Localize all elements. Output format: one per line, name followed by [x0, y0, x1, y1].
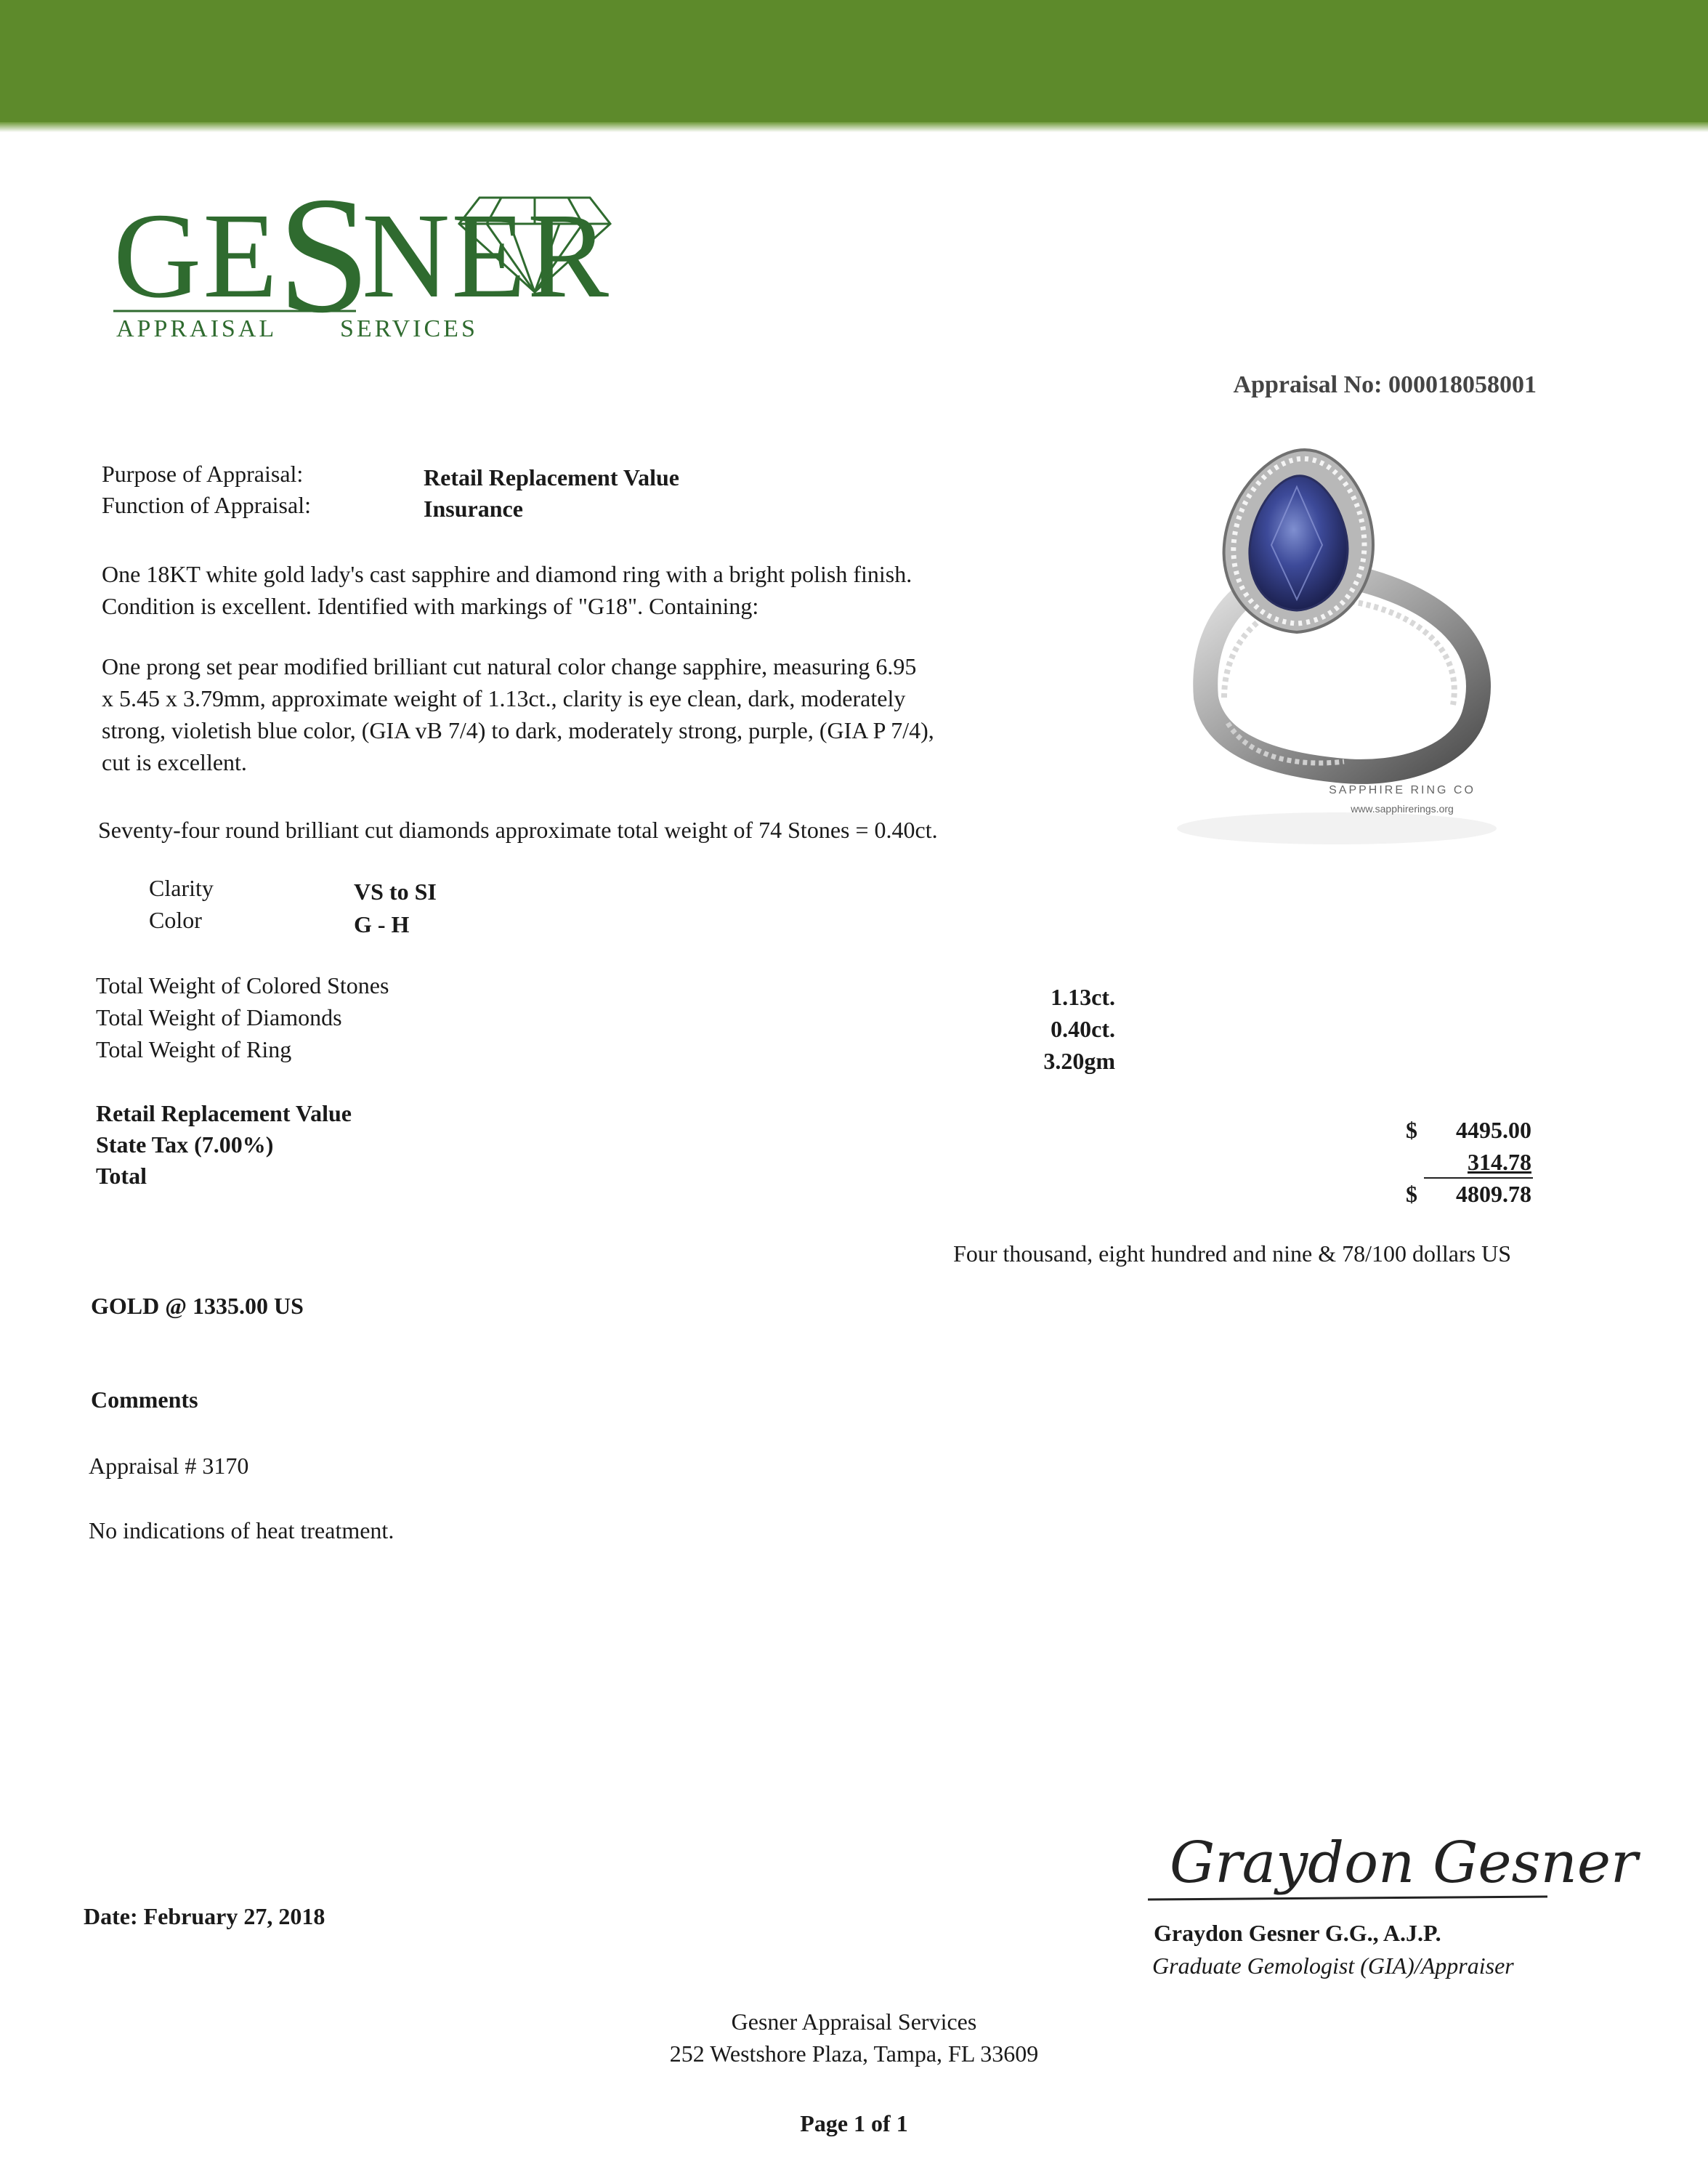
total-in-words: Four thousand, eight hundred and nine & 78/100 dollars US	[953, 1240, 1511, 1267]
tax-label: State Tax (7.00%)	[96, 1131, 274, 1158]
appraiser-title: Graduate Gemologist (GIA)/Appraiser	[1152, 1953, 1514, 1979]
footer-address: 252 Westshore Plaza, Tampa, FL 33609	[669, 2040, 1039, 2067]
photo-watermark-url: www.sapphirerings.org	[1351, 803, 1454, 815]
sapphire-line-4: cut is excellent.	[102, 749, 247, 775]
logo-sub-left: APPRAISAL	[116, 315, 278, 342]
total-value: 4809.78	[1456, 1181, 1531, 1207]
sapphire-line-3: strong, violetish blue color, (GIA vB 7/4) to dark, moderately strong, purple, (GIA P 7/4),	[102, 717, 934, 743]
color-label: Color	[149, 907, 202, 933]
color-value: G - H	[354, 911, 410, 937]
photo-watermark-brand: SAPPHIRE RING CO	[1329, 784, 1476, 796]
signature-image	[1141, 1830, 1638, 1911]
logo-word: GE	[113, 188, 279, 323]
sapphire-line-2: x 5.45 x 3.79mm, approximate weight of 1.13ct., clarity is eye clean, dark, moderately	[102, 685, 906, 711]
header-band-fade	[0, 122, 1708, 132]
clarity-value: VS to SI	[354, 879, 437, 905]
page-number: Page 1 of 1	[800, 2110, 908, 2136]
header-band	[0, 0, 1708, 129]
weight-ring-label: Total Weight of Ring	[96, 1036, 292, 1062]
tax-value: 314.78	[1468, 1149, 1531, 1175]
ring-photo	[1155, 436, 1526, 850]
appraiser-name: Graydon Gesner G.G., A.J.P.	[1154, 1920, 1441, 1946]
sapphire-line-1: One prong set pear modified brilliant cut natural color change sapphire, measuring 6.95	[102, 653, 917, 679]
appraisal-number: Appraisal No: 000018058001	[1233, 371, 1537, 398]
total-label: Total	[96, 1163, 147, 1189]
comment-appraisal-number: Appraisal # 3170	[89, 1453, 249, 1479]
diamonds-description: Seventy-four round brilliant cut diamonds approximate total weight of 74 Stones = 0.40ct.	[98, 817, 938, 843]
rrv-value: 4495.00	[1456, 1117, 1531, 1143]
comments-heading: Comments	[91, 1386, 198, 1413]
weight-ring-value: 3.20gm	[1043, 1048, 1115, 1074]
logo-word-end: NER	[362, 188, 610, 323]
rrv-label: Retail Replacement Value	[96, 1100, 352, 1126]
signature-script: Graydon Gesner	[1170, 1830, 1638, 1896]
gold-price: GOLD @ 1335.00 US	[91, 1293, 304, 1319]
logo-sub-right: SERVICES	[340, 315, 478, 342]
rrv-currency: $	[1406, 1117, 1417, 1143]
function-value: Insurance	[424, 496, 523, 522]
total-currency: $	[1406, 1181, 1417, 1207]
comment-heat-treatment: No indications of heat treatment.	[89, 1517, 394, 1543]
weight-diamonds-label: Total Weight of Diamonds	[96, 1004, 342, 1030]
weight-colored-stones-label: Total Weight of Colored Stones	[96, 972, 389, 998]
footer-company: Gesner Appraisal Services	[731, 2009, 977, 2035]
logo-big-s: S	[278, 162, 371, 347]
description-line-1: One 18KT white gold lady's cast sapphire and diamond ring with a bright polish finish.	[102, 561, 912, 587]
description-line-2: Condition is excellent. Identified with markings of "G18". Containing:	[102, 593, 759, 619]
company-logo	[109, 162, 618, 349]
appraisal-date: Date: February 27, 2018	[84, 1903, 325, 1929]
weight-diamonds-value: 0.40ct.	[1051, 1016, 1115, 1042]
clarity-label: Clarity	[149, 875, 214, 901]
function-label: Function of Appraisal:	[102, 492, 311, 518]
logo-graphic	[109, 162, 618, 349]
purpose-label: Purpose of Appraisal:	[102, 461, 304, 487]
weight-colored-stones-value: 1.13ct.	[1051, 984, 1115, 1010]
purpose-value: Retail Replacement Value	[424, 464, 679, 490]
